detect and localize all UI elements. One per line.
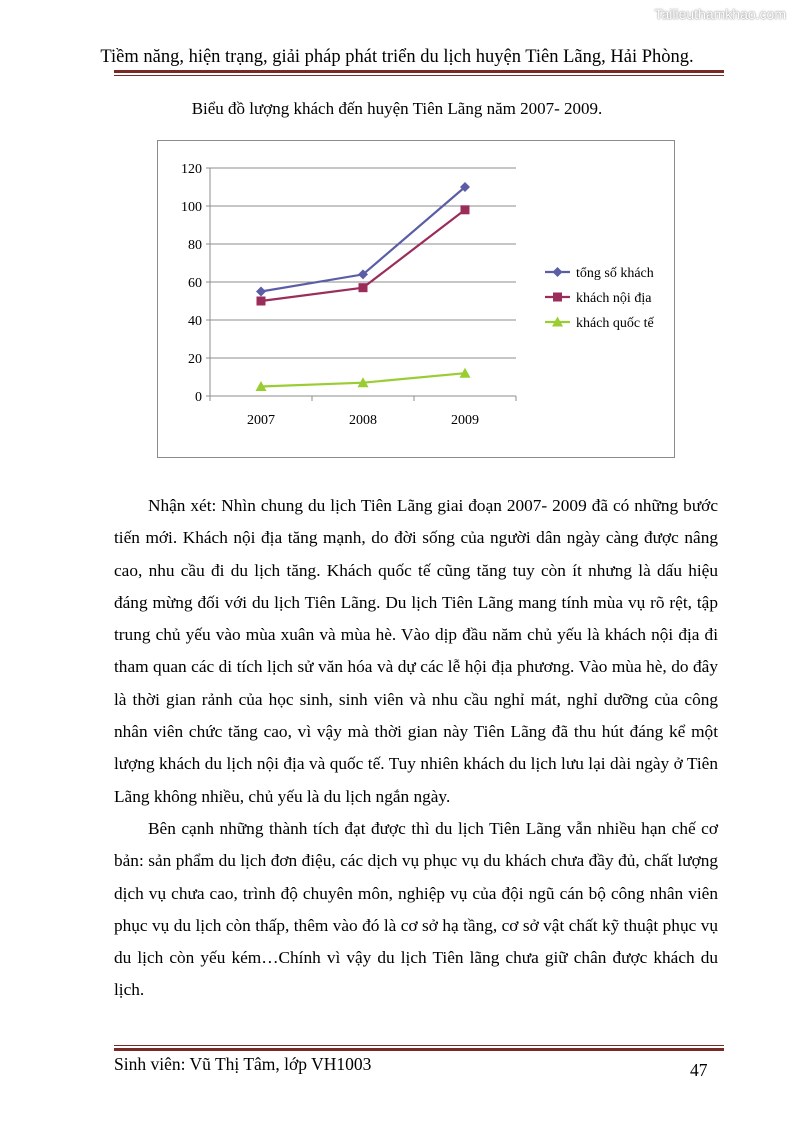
y-tick-label: 120 <box>181 162 202 177</box>
header-rule-thin <box>114 75 724 76</box>
line-chart <box>157 140 675 458</box>
y-tick-label: 20 <box>188 352 202 367</box>
watermark: Tailieuthamkhao.com <box>654 6 786 22</box>
data-point <box>461 205 470 214</box>
footer-rule-thick <box>114 1048 724 1051</box>
legend-marker <box>553 293 562 302</box>
y-tick-label: 0 <box>195 390 202 405</box>
y-tick-label: 100 <box>181 200 202 215</box>
chart-heading: Biểu đồ lượng khách đến huyện Tiên Lãng năm 2007- 2009. <box>191 99 603 118</box>
legend-label: khách nội địa <box>576 291 652 306</box>
paragraph-1: Nhận xét: Nhìn chung du lịch Tiên Lãng giai đoạn 2007- 2009 đã có những bước tiến mới. Khách nội địa tăng mạnh, do đời sống của người dân ngày càng được nâng cao, nhu cầu đi du lịch tăng. Khách quốc tế cũng tăng tuy còn ít nhưng là dấu hiệu đáng mừng đối với du lịch Tiên Lãng. Du lịch Tiên Lãng mang tính mùa vụ rõ rệt, tập trung chủ yếu vào mùa xuân và mùa hè. Vào dịp đầu năm chủ yếu là khách nội địa đi tham quan các di tích lịch sử văn hóa và dự các lễ hội địa phương. Vào mùa hè, do đây là thời gian rảnh của học sinh, sinh viên và nhu cầu nghỉ mát, nghỉ dưỡng của công nhân viên chức tăng cao, vì vậy mà thời gian này Tiên Lãng đã thu hút đáng kể một lượng khách du lịch nội địa và quốc tế. Tuy nhiên khách du lịch lưu lại dài ngày ở Tiên Lãng không nhiều, chủ yếu là du lịch ngắn ngày. <box>114 496 718 806</box>
x-tick-label: 2007 <box>247 413 275 428</box>
y-tick-label: 80 <box>188 238 202 253</box>
page-number: 47 <box>690 1060 708 1080</box>
paragraph-2: Bên cạnh những thành tích đạt được thì du lịch Tiên Lãng vẫn nhiều hạn chế cơ bản: sản phẩm du lịch đơn điệu, các dịch vụ phục vụ du khách chưa đầy đủ, chất lượng dịch vụ chưa cao, trình độ chuyên môn, nghiệp vụ của đội ngũ cán bộ công nhân viên phục vụ du lịch còn thấp, thêm vào đó là cơ sở hạ tầng, cơ sở vật chất kỹ thuật phục vụ du lịch còn yếu kém…Chính vì vậy du lịch Tiên lãng chưa giữ chân được khách du lịch. <box>114 818 718 1000</box>
footer-rule-thin <box>114 1045 724 1046</box>
y-tick-label: 40 <box>188 314 202 329</box>
x-tick-label: 2009 <box>451 413 479 428</box>
footer-author: Sinh viên: Vũ Thị Tâm, lớp VH1003 <box>114 1054 372 1074</box>
page-header-title: Tiềm năng, hiện trạng, giải pháp phát triển du lịch huyện Tiên Lãng, Hải Phòng. <box>100 47 694 67</box>
data-point <box>257 297 266 306</box>
legend-label: tổng số khách <box>576 266 654 281</box>
chart-container <box>157 140 675 463</box>
data-point <box>359 283 368 292</box>
y-tick-label: 60 <box>188 276 202 291</box>
legend-label: khách quốc tế <box>576 316 654 331</box>
x-tick-label: 2008 <box>349 413 377 428</box>
body-text <box>114 490 718 1007</box>
header-rule-thick <box>114 70 724 73</box>
